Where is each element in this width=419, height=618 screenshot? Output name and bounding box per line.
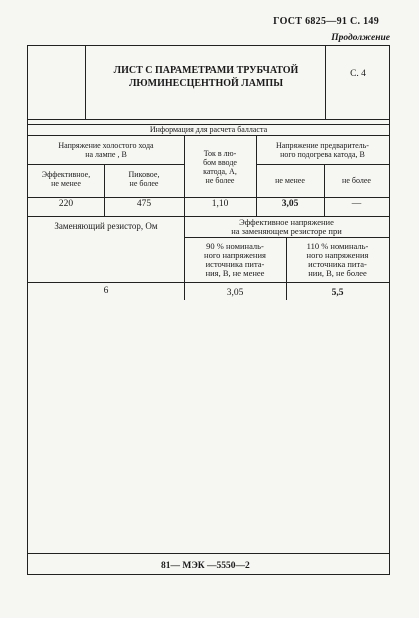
sheet-frame — [27, 45, 390, 575]
table1-header-bottom-rule — [28, 197, 389, 198]
ocv-header: Напряжение холостого хода на лампе , В — [58, 141, 154, 159]
v110-value: 5,5 — [331, 288, 344, 298]
resistor-value: 6 — [103, 286, 109, 296]
resistor-header: Заменяющий резистор, Ом — [54, 221, 158, 231]
table1-caption-rule — [28, 135, 389, 136]
title-right-divider — [325, 46, 326, 119]
preheat-min-header: не менее — [275, 176, 305, 185]
ocv-sub-rule — [28, 164, 184, 165]
title-left-divider — [85, 46, 86, 119]
table1-bottom-rule — [28, 216, 389, 217]
v90-value: 3,05 — [226, 288, 244, 298]
peak-voltage-value: 475 — [136, 199, 152, 209]
preheat-sub-divider — [324, 164, 325, 217]
preheat-header: Напряжение предваритель- ного подогрева катода, В — [276, 141, 369, 159]
table2-header-bottom-rule — [28, 282, 389, 283]
col90-header: 90 % номиналь- ного напряжения источника пита- ния, В, не менее — [204, 241, 266, 278]
sheet-number: С. 4 — [350, 69, 366, 79]
current-value: 1,10 — [211, 199, 229, 209]
preheat-max-value: — — [351, 199, 362, 209]
sheet-title-line1: ЛИСТ С ПАРАМЕТРАМИ ТРУБЧАТОЙ — [113, 65, 299, 76]
eff-voltage-resistor-header: Эффективное напряжение на заменяющем резисторе при — [231, 217, 342, 236]
table1-caption: Информация для расчета балласта — [149, 125, 268, 134]
standard-reference: ГОСТ 6825—91 С. 149 — [273, 16, 379, 27]
footer-rule — [28, 553, 389, 554]
eff-voltage-header: Эффективное, не менее — [41, 170, 91, 188]
continued-label: Продолжение — [331, 33, 390, 43]
preheat-min-value: 3,05 — [281, 199, 299, 209]
footer-code: 81— МЭК —5550—2 — [161, 561, 250, 571]
sheet-title-line2: ЛЮМИНЕСЦЕНТНОЙ ЛАМПЫ — [128, 78, 284, 89]
preheat-max-header: не более — [342, 176, 371, 185]
peak-voltage-header: Пиковое, не более — [128, 170, 160, 188]
sheet-title — [90, 64, 322, 90]
col110-header: 110 % номиналь- ного напряжения источника пита- нии, В, не более — [306, 241, 369, 278]
eff-voltage-value: 220 — [58, 199, 74, 209]
title-bottom-rule — [28, 119, 389, 120]
preheat-sub-rule — [256, 164, 389, 165]
current-header: Ток в лю- бом вводе катода, А, не более — [203, 149, 237, 185]
